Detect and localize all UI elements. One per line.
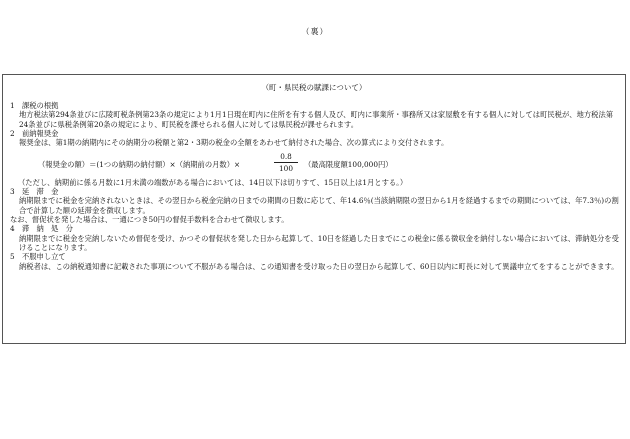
- section-3-note: なお、督促状を発した場合は、一通につき50円の督促手数料を合わせて徴収します。: [10, 214, 289, 224]
- formula-numerator: 0.8: [274, 152, 298, 163]
- section-1-text: 地方税法第294条並びに広陵町税条例第23条の規定により1月1日現在町内に住所を有する個人及び、町内に事業所・事務所又は家屋敷を有する個人に対しては町民税が、地方税法第24条並びに県税条例第20条の規定により、町民税を課せられる個人に対しては県民税が課せられます。: [19, 110, 614, 129]
- section-3-text: 納期限までに税金を完納されないときは、その翌日から税金完納の日までの期間の日数に応じて、年14.6％(当該納期限の翌日から1月を経過するまでの期間については、年7.3％)の割合で計算した額の延滞金を徴収します。: [19, 196, 619, 215]
- formula-denominator: 100: [279, 163, 293, 173]
- section-1-heading: 1 課税の根拠: [10, 101, 59, 110]
- section-4-text: 納期限までに税金を完納しないため督促を受け、かつその督促状を発した日から起算して、10日を経過した日までにこの税金に係る徴収金を納付しない場合においては、滞納処分を受けることになります。: [19, 233, 619, 252]
- section-2-note: （ただし、納期前に係る月数に1月未満の端数がある場合においては、14日以下は切りすて、15日以上は1月とする。）: [18, 177, 408, 187]
- reward-formula: [38, 152, 619, 178]
- section-2-heading: 2 前納報奨金: [10, 128, 59, 138]
- tax-info-box: [2, 74, 626, 344]
- formula-fraction: [274, 152, 298, 174]
- formula-right: （最高限度額100,000円）: [304, 159, 393, 169]
- back-side-label: （裏）: [301, 27, 329, 36]
- section-2-text: 報奨金は、第1期の納期内にその納期分の税額と第2・3期の税金の全額をあわせて納付された場合、次の算式により交付されます。: [19, 138, 449, 148]
- section-4-heading: 4 滞 納 処 分: [10, 224, 74, 234]
- box-title: （町・県民税の賦課について）: [261, 83, 367, 92]
- section-5-heading: 5 不服申し立て: [10, 252, 66, 262]
- section-3-heading: 3 延 滞 金: [10, 186, 59, 196]
- formula-left: （報奨金の額）＝(1つの納期の納付額）×（納期前の月数）×: [38, 159, 241, 169]
- tax-info-content: [10, 101, 619, 271]
- section-5-text: 納税者は、この納税通知書に記載された事項について不服がある場合は、この通知書を受け取った日の翌日から起算して、60日以内に町長に対して異議申立てをすることができます。: [19, 261, 619, 271]
